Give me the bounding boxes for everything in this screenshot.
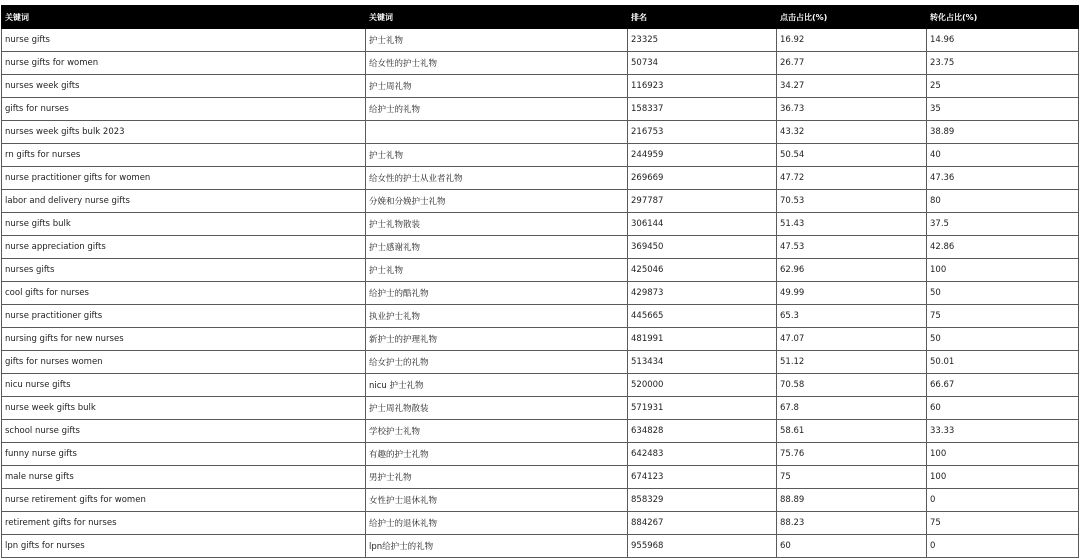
cell-keyword-en: nurses week gifts [2, 75, 366, 98]
cell-click-share: 50.54 [777, 144, 927, 167]
cell-keyword-en: nurse practitioner gifts for women [2, 167, 366, 190]
cell-keyword-zh: 新护士的护理礼物 [366, 328, 628, 351]
table-row [2, 466, 1079, 489]
cell-click-share: 70.53 [777, 190, 927, 213]
cell-keyword-en: nurses week gifts bulk 2023 [2, 121, 366, 144]
header-conversion-share: 转化占比(%) [927, 6, 1079, 29]
cell-keyword-en: gifts for nurses [2, 98, 366, 121]
cell-rank: 116923 [628, 75, 777, 98]
cell-click-share: 60 [777, 535, 927, 558]
cell-rank: 884267 [628, 512, 777, 535]
cell-conversion-share: 100 [927, 466, 1079, 489]
table-row [2, 489, 1079, 512]
cell-conversion-share: 38.89 [927, 121, 1079, 144]
cell-rank: 23325 [628, 29, 777, 52]
cell-click-share: 67.8 [777, 397, 927, 420]
cell-click-share: 49.99 [777, 282, 927, 305]
cell-conversion-share: 25 [927, 75, 1079, 98]
cell-keyword-zh: 给女性的护士礼物 [366, 52, 628, 75]
cell-rank: 306144 [628, 213, 777, 236]
cell-conversion-share: 14.96 [927, 29, 1079, 52]
cell-conversion-share: 50.01 [927, 351, 1079, 374]
cell-keyword-zh [366, 121, 628, 144]
cell-keyword-zh: 女性护士退休礼物 [366, 489, 628, 512]
cell-conversion-share: 50 [927, 282, 1079, 305]
table-row [2, 121, 1079, 144]
cell-click-share: 47.53 [777, 236, 927, 259]
table-row [2, 328, 1079, 351]
cell-keyword-en: nurse retirement gifts for women [2, 489, 366, 512]
cell-conversion-share: 0 [927, 535, 1079, 558]
cell-rank: 481991 [628, 328, 777, 351]
cell-rank: 634828 [628, 420, 777, 443]
table-row [2, 52, 1079, 75]
table-row [2, 236, 1079, 259]
cell-rank: 513434 [628, 351, 777, 374]
cell-keyword-zh: 分娩和分娩护士礼物 [366, 190, 628, 213]
cell-click-share: 88.23 [777, 512, 927, 535]
cell-keyword-zh: 执业护士礼物 [366, 305, 628, 328]
cell-keyword-zh: 给护士的酷礼物 [366, 282, 628, 305]
cell-rank: 571931 [628, 397, 777, 420]
cell-keyword-zh: 护士礼物 [366, 144, 628, 167]
cell-click-share: 62.96 [777, 259, 927, 282]
cell-keyword-zh: 男护士礼物 [366, 466, 628, 489]
cell-keyword-en: rn gifts for nurses [2, 144, 366, 167]
cell-rank: 216753 [628, 121, 777, 144]
cell-conversion-share: 37.5 [927, 213, 1079, 236]
cell-conversion-share: 100 [927, 259, 1079, 282]
cell-rank: 269669 [628, 167, 777, 190]
keyword-table [1, 5, 1079, 558]
cell-keyword-en: nurse gifts bulk [2, 213, 366, 236]
cell-rank: 244959 [628, 144, 777, 167]
cell-keyword-zh: 护士周礼物散装 [366, 397, 628, 420]
cell-click-share: 34.27 [777, 75, 927, 98]
cell-keyword-zh: 给护士的礼物 [366, 98, 628, 121]
cell-rank: 674123 [628, 466, 777, 489]
cell-keyword-zh: 护士礼物散装 [366, 213, 628, 236]
cell-conversion-share: 80 [927, 190, 1079, 213]
header-rank: 排名 [628, 6, 777, 29]
cell-rank: 445665 [628, 305, 777, 328]
table-row [2, 374, 1079, 397]
cell-conversion-share: 23.75 [927, 52, 1079, 75]
cell-keyword-en: funny nurse gifts [2, 443, 366, 466]
table-row [2, 29, 1079, 52]
cell-click-share: 58.61 [777, 420, 927, 443]
cell-keyword-en: retirement gifts for nurses [2, 512, 366, 535]
table-row [2, 144, 1079, 167]
cell-keyword-zh: 护士感谢礼物 [366, 236, 628, 259]
cell-keyword-zh: nicu 护士礼物 [366, 374, 628, 397]
cell-conversion-share: 75 [927, 305, 1079, 328]
cell-rank: 158337 [628, 98, 777, 121]
cell-keyword-en: nurse practitioner gifts [2, 305, 366, 328]
cell-keyword-zh: lpn给护士的礼物 [366, 535, 628, 558]
header-keyword-zh: 关键词 [366, 6, 628, 29]
table-row [2, 535, 1079, 558]
table-row [2, 443, 1079, 466]
cell-keyword-en: school nurse gifts [2, 420, 366, 443]
keyword-table-container [1, 5, 1078, 558]
cell-keyword-en: nicu nurse gifts [2, 374, 366, 397]
cell-keyword-en: nurse appreciation gifts [2, 236, 366, 259]
cell-keyword-zh: 护士周礼物 [366, 75, 628, 98]
table-row [2, 420, 1079, 443]
table-row [2, 213, 1079, 236]
cell-rank: 520000 [628, 374, 777, 397]
cell-keyword-en: labor and delivery nurse gifts [2, 190, 366, 213]
cell-click-share: 65.3 [777, 305, 927, 328]
cell-click-share: 51.43 [777, 213, 927, 236]
cell-conversion-share: 60 [927, 397, 1079, 420]
table-row [2, 397, 1079, 420]
cell-conversion-share: 66.67 [927, 374, 1079, 397]
cell-keyword-en: nurse week gifts bulk [2, 397, 366, 420]
cell-click-share: 75 [777, 466, 927, 489]
cell-click-share: 43.32 [777, 121, 927, 144]
cell-keyword-en: male nurse gifts [2, 466, 366, 489]
cell-rank: 642483 [628, 443, 777, 466]
cell-keyword-zh: 学校护士礼物 [366, 420, 628, 443]
cell-rank: 369450 [628, 236, 777, 259]
header-keyword-en: 关键词 [2, 6, 366, 29]
cell-keyword-en: nurse gifts [2, 29, 366, 52]
cell-keyword-zh: 有趣的护士礼物 [366, 443, 628, 466]
cell-keyword-zh: 给女性的护士从业者礼物 [366, 167, 628, 190]
cell-conversion-share: 35 [927, 98, 1079, 121]
cell-rank: 429873 [628, 282, 777, 305]
cell-keyword-en: lpn gifts for nurses [2, 535, 366, 558]
cell-conversion-share: 0 [927, 489, 1079, 512]
cell-conversion-share: 40 [927, 144, 1079, 167]
table-row [2, 282, 1079, 305]
cell-conversion-share: 42.86 [927, 236, 1079, 259]
cell-rank: 955968 [628, 535, 777, 558]
cell-keyword-en: gifts for nurses women [2, 351, 366, 374]
cell-click-share: 26.77 [777, 52, 927, 75]
cell-click-share: 88.89 [777, 489, 927, 512]
header-row [2, 6, 1079, 29]
cell-conversion-share: 47.36 [927, 167, 1079, 190]
cell-keyword-zh: 护士礼物 [366, 259, 628, 282]
table-row [2, 351, 1079, 374]
table-row [2, 98, 1079, 121]
cell-rank: 297787 [628, 190, 777, 213]
table-row [2, 75, 1079, 98]
cell-keyword-en: nursing gifts for new nurses [2, 328, 366, 351]
table-row [2, 167, 1079, 190]
cell-click-share: 75.76 [777, 443, 927, 466]
cell-click-share: 16.92 [777, 29, 927, 52]
cell-conversion-share: 75 [927, 512, 1079, 535]
table-row [2, 190, 1079, 213]
table-row [2, 512, 1079, 535]
table-body [2, 29, 1079, 558]
cell-keyword-en: nurse gifts for women [2, 52, 366, 75]
header-click-share: 点击占比(%) [777, 6, 927, 29]
cell-rank: 858329 [628, 489, 777, 512]
cell-click-share: 70.58 [777, 374, 927, 397]
cell-keyword-en: nurses gifts [2, 259, 366, 282]
table-row [2, 305, 1079, 328]
table-header [2, 6, 1079, 29]
cell-conversion-share: 50 [927, 328, 1079, 351]
cell-click-share: 51.12 [777, 351, 927, 374]
cell-conversion-share: 100 [927, 443, 1079, 466]
cell-rank: 50734 [628, 52, 777, 75]
table-row [2, 259, 1079, 282]
cell-keyword-zh: 给护士的退休礼物 [366, 512, 628, 535]
cell-click-share: 47.07 [777, 328, 927, 351]
cell-keyword-zh: 护士礼物 [366, 29, 628, 52]
cell-rank: 425046 [628, 259, 777, 282]
cell-conversion-share: 33.33 [927, 420, 1079, 443]
cell-keyword-en: cool gifts for nurses [2, 282, 366, 305]
cell-click-share: 36.73 [777, 98, 927, 121]
cell-click-share: 47.72 [777, 167, 927, 190]
cell-keyword-zh: 给女护士的礼物 [366, 351, 628, 374]
